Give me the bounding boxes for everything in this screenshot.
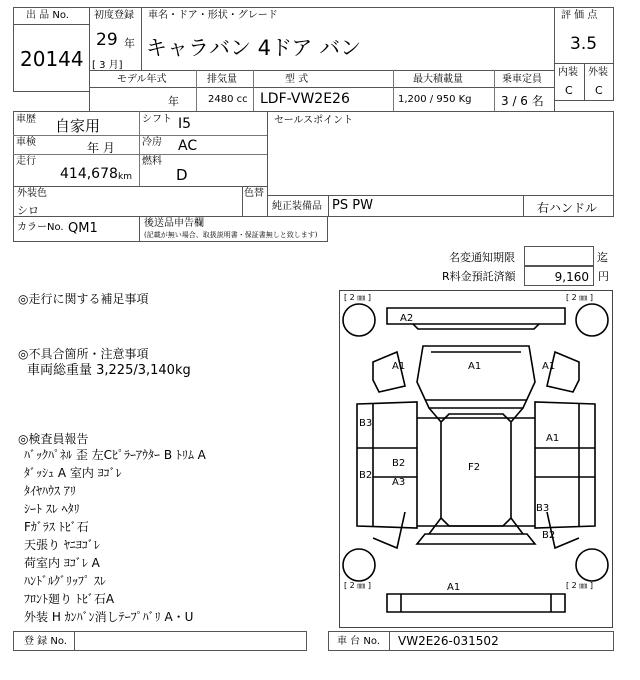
- chassis-label: 車 台 No.: [337, 636, 380, 647]
- reg-no-label-box: [13, 631, 75, 651]
- vehicle-diagram: [339, 290, 613, 628]
- reg-no-label: 登 録 No.: [24, 636, 67, 647]
- defect-title: ◎不具合箇所・注意事項: [18, 347, 149, 361]
- registration-month: [ 3 月]: [92, 60, 123, 71]
- chassis-label-box: [328, 631, 390, 651]
- car-name-label: 車名・ドア・形状・グレード: [148, 10, 278, 21]
- equipment-label: 純正装備品: [272, 201, 322, 212]
- interior-label: 内装: [558, 67, 578, 78]
- sales-point-label: セールスポイント: [274, 115, 354, 126]
- inspection-label: 車検: [16, 137, 36, 148]
- registration-box: [89, 7, 142, 71]
- exterior-color-value: シロ: [17, 204, 39, 217]
- inspector-line-7: 荷室内 ﾖｺﾞﾚ A: [24, 556, 100, 570]
- exterior-color-label: 外装色: [17, 188, 47, 199]
- mark-right-rear-upper: B3: [536, 503, 550, 514]
- load-label: 最大積載量: [413, 74, 463, 85]
- ac-value: AC: [178, 138, 198, 154]
- inspector-line-8: ﾊﾝﾄﾞﾙｸﾞﾘｯﾌﾟ ｽﾚ: [24, 574, 106, 588]
- interior-grade: C: [565, 84, 573, 97]
- steering-box: [523, 195, 614, 217]
- displacement-label: 排気量: [207, 74, 237, 85]
- mileage-label: 走行: [16, 156, 36, 167]
- name-change-suffix: 迄: [597, 251, 608, 264]
- model-year-unit: 年: [168, 95, 179, 108]
- shift-label: シフト: [142, 114, 172, 125]
- lot-label: 出 品 No.: [26, 10, 69, 21]
- equipment-label-box: [267, 195, 329, 217]
- history-label: 車歴: [16, 114, 36, 125]
- lot-label-box: [13, 7, 90, 25]
- car-name: キャラバン 4ドア バン: [146, 36, 362, 60]
- recycle-box: [524, 266, 594, 286]
- shift-value: I5: [178, 116, 192, 132]
- model-year-label: モデル年式: [117, 74, 167, 85]
- mark-rear-bumper: A1: [447, 582, 461, 593]
- chassis-value: VW2E26-031502: [398, 634, 499, 648]
- car-name-box: [141, 7, 555, 71]
- mark-roof: F2: [468, 462, 481, 473]
- interior-grade-box: [554, 63, 585, 101]
- capacity-value: 3 / 6 名: [501, 94, 544, 108]
- declaration-note: (記載が無い場合、取扱説明書・保証書無しと致します): [144, 231, 318, 239]
- ac-label: 冷房: [142, 137, 162, 148]
- tire-rear-right: [ 2 ㎜ ]: [566, 581, 593, 590]
- recycle-label: R料金預託済額: [442, 270, 516, 283]
- sales-point-box: [267, 111, 614, 196]
- inspector-title: ◎検査員報告: [18, 432, 89, 446]
- supplement-title: ◎走行に関する補足事項: [18, 292, 149, 306]
- history-value: 自家用: [55, 117, 101, 135]
- mark-hood: A1: [468, 361, 482, 372]
- mark-right-front-fender: A1: [542, 361, 556, 372]
- fuel-value: D: [176, 166, 188, 184]
- lot-number: 20144: [20, 47, 84, 71]
- fuel-label: 燃料: [142, 156, 162, 167]
- inspector-line-9: ﾌﾛﾝﾄ廻り ﾄﾋﾞ石A: [24, 592, 115, 606]
- inspection-value: 年 月: [87, 141, 115, 155]
- color-change-label: 色替: [244, 188, 264, 199]
- tire-front-right: [ 2 ㎜ ]: [566, 293, 593, 302]
- capacity-label: 乗車定員: [502, 74, 542, 85]
- name-change-label: 名変通知期限: [449, 251, 515, 264]
- tire-front-left: [ 2 ㎜ ]: [344, 293, 371, 302]
- tire-rear-left: [ 2 ㎜ ]: [344, 581, 371, 590]
- mark-left-rear: B2: [359, 470, 373, 481]
- color-change-box: [242, 186, 268, 217]
- mileage-value: 414,678: [60, 166, 118, 182]
- mark-left-door-upper: B2: [392, 458, 406, 469]
- type-value: LDF-VW2E26: [260, 91, 350, 107]
- chassis-value-box: [389, 631, 614, 651]
- inspector-line-10: 外装 H ｶﾝﾊﾞﾝ消しﾃｰﾌﾟﾊﾞﾘ A・U: [24, 610, 194, 624]
- recycle-amount: 9,160: [554, 270, 589, 284]
- exterior-grade: C: [595, 84, 603, 97]
- score-value: 3.5: [570, 34, 598, 54]
- score-label: 評 価 点: [561, 10, 598, 21]
- mark-left-door-lower: A3: [392, 477, 406, 488]
- displacement-value: 2480 cc: [208, 94, 248, 105]
- inspector-line-4: ｼｰﾄ ｽﾚ ﾍﾀﾘ: [24, 502, 80, 516]
- declaration-box: [139, 216, 328, 242]
- mileage-unit: km: [118, 172, 132, 182]
- load-value: 1,200 / 950 Kg: [398, 94, 472, 105]
- color-no-value: QM1: [68, 221, 98, 236]
- mark-left-front-door: B3: [359, 418, 373, 429]
- color-no-box: [13, 216, 140, 242]
- defect-line-1: 車両総重量 3,225/3,140kg: [27, 363, 191, 378]
- type-label: 型 式: [285, 74, 309, 85]
- steering-value: 右ハンドル: [537, 201, 598, 215]
- exterior-grade-box: [584, 63, 614, 101]
- recycle-unit: 円: [598, 270, 609, 283]
- inspector-line-6: 天張り ﾔﾆﾖｺﾞﾚ: [24, 538, 100, 552]
- name-change-box: [524, 246, 594, 266]
- details-block: [13, 111, 268, 187]
- color-no-label: カラーNo.: [17, 222, 64, 233]
- equipment-value: PS PW: [332, 198, 373, 213]
- registration-year: 29: [96, 30, 118, 50]
- registration-label: 初度登録: [94, 10, 134, 21]
- mark-left-front-fender: A1: [392, 361, 406, 372]
- declaration-label: 後送品申告欄: [144, 218, 204, 229]
- lot-number-box: [13, 24, 90, 92]
- inspector-line-5: Fｶﾞﾗｽ ﾄﾋﾞ石: [24, 520, 89, 534]
- equipment-value-box: [328, 195, 524, 217]
- inspector-line-2: ﾀﾞｯｼｭ A 室内 ﾖｺﾞﾚ: [24, 466, 122, 480]
- inspector-line-1: ﾊﾞｯｸﾊﾟﾈﾙ 歪 左Cﾋﾟﾗｰｱｳﾀｰ B ﾄﾘﾑ A: [24, 448, 206, 462]
- mark-front-bumper: A2: [400, 313, 414, 324]
- exterior-color-box: [13, 186, 243, 217]
- exterior-label: 外装: [588, 67, 608, 78]
- mark-right-front-door: A1: [546, 433, 560, 444]
- mark-right-rear-lower: B2: [542, 530, 556, 541]
- reg-no-value-box: [74, 631, 307, 651]
- score-box: [554, 7, 614, 64]
- registration-year-unit: 年: [124, 37, 135, 50]
- inspector-line-3: ﾀｲﾔﾊｳｽ ｱﾘ: [24, 484, 76, 498]
